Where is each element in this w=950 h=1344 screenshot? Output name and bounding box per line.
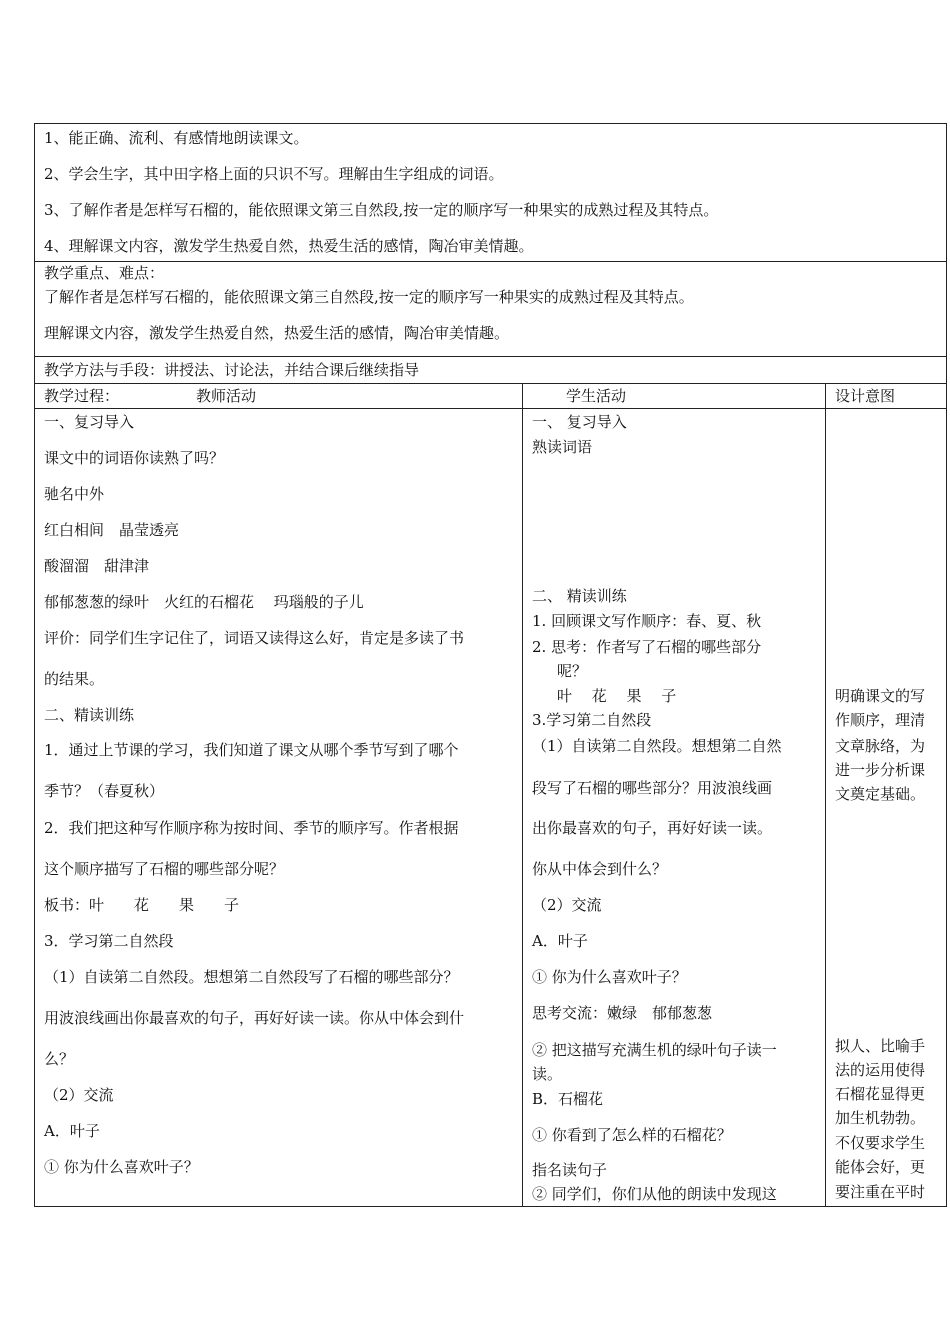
student-line: 3.学习第二自然段 <box>532 711 652 729</box>
student-line: 呢？ <box>557 662 588 680</box>
student-line: 出你最喜欢的句子，再好好读一读。 <box>532 819 773 837</box>
row-divider <box>34 356 947 357</box>
objective-2: 2、学会生字，其中田字格上面的只识不写。理解由生字组成的词语。 <box>44 165 504 183</box>
teacher-line: 红白相间 晶莹透亮 <box>44 521 180 539</box>
teacher-line: 驰名中外 <box>44 485 105 503</box>
teacher-line: （1）自读第二自然段。想想第二自然段写了石榴的哪些部分？ <box>44 968 459 986</box>
teacher-line: 酸溜溜 甜津津 <box>44 557 150 575</box>
objective-4: 4、理解课文内容，激发学生热爱自然，热爱生活的感情，陶冶审美情趣。 <box>44 237 534 255</box>
objective-1: 1、能正确、流利、有感情地朗读课文。 <box>44 129 309 147</box>
student-line: 2. 思考：作者写了石榴的哪些部分 <box>532 638 762 656</box>
design-line: 能体会好，更 <box>835 1158 926 1176</box>
lesson-table <box>34 123 947 1207</box>
teacher-line: 1．通过上节课的学习，我们知道了课文从哪个季节写到了哪个 <box>44 741 459 759</box>
student-line: ① 你看到了怎么样的石榴花？ <box>532 1126 732 1144</box>
keypoint-2: 理解课文内容，激发学生热爱自然，热爱生活的感情，陶冶审美情趣。 <box>44 324 510 342</box>
design-line: 法的运用使得 <box>835 1061 926 1079</box>
teacher-line: 板书：叶 花 果 子 <box>44 896 240 914</box>
student-line: 段写了石榴的哪些部分？用波浪线画 <box>532 779 773 797</box>
design-line: 进一步分析课 <box>835 761 926 779</box>
keypoint-1: 了解作者是怎样写石榴的，能依照课文第三自然段,按一定的顺序写一种果实的成熟过程及其特点。 <box>44 288 694 306</box>
student-line: （1）自读第二自然段。想想第二自然 <box>532 737 782 755</box>
design-intent-header: 设计意图 <box>835 387 896 405</box>
column-divider <box>522 383 523 1207</box>
teacher-line: 二、精读训练 <box>44 706 135 724</box>
design-line: 拟人、比喻手 <box>835 1037 926 1055</box>
student-line: （2）交流 <box>532 896 602 914</box>
design-line: 要注重在平时 <box>835 1183 926 1201</box>
teacher-activity-header: 教师活动 <box>196 387 257 405</box>
teacher-line: 一、复习导入 <box>44 413 135 431</box>
student-line: 读。 <box>532 1065 563 1083</box>
student-line: 二、 精读训练 <box>532 587 627 605</box>
design-line: 文章脉络，为 <box>835 737 926 755</box>
student-line: 叶 花 果 子 <box>557 687 677 705</box>
design-line: 加生机勃勃。 <box>835 1109 926 1127</box>
teacher-line: 郁郁葱葱的绿叶 火红的石榴花 玛瑙般的子儿 <box>44 593 364 611</box>
student-line: 1. 回顾课文写作顺序：春、夏、秋 <box>532 612 762 630</box>
design-line: 作顺序，理清 <box>835 711 926 729</box>
student-line: 熟读词语 <box>532 438 593 456</box>
student-activity-header: 学生活动 <box>566 387 627 405</box>
column-divider <box>825 383 826 1207</box>
design-line: 文奠定基础。 <box>835 785 926 803</box>
student-line: ② 把这描写充满生机的绿叶句子读一 <box>532 1041 777 1059</box>
teacher-line: 么？ <box>44 1050 75 1068</box>
keypoints-title: 教学重点、难点： <box>44 264 165 282</box>
process-header: 教学过程： <box>44 387 120 405</box>
teacher-line: 课文中的词语你读熟了吗？ <box>44 449 225 467</box>
methods-text: 教学方法与手段：讲授法、讨论法，并结合课后继续指导 <box>44 361 420 379</box>
student-line: ① 你为什么喜欢叶子？ <box>532 968 687 986</box>
teacher-line: 评价：同学们生字记住了，词语又读得这么好，肯定是多读了书 <box>44 629 465 647</box>
teacher-line: （2）交流 <box>44 1086 114 1104</box>
row-divider <box>34 261 947 262</box>
teacher-line: 2．我们把这种写作顺序称为按时间、季节的顺序写。作者根据 <box>44 819 459 837</box>
teacher-line: ① 你为什么喜欢叶子？ <box>44 1158 199 1176</box>
student-line: B．石榴花 <box>532 1090 604 1108</box>
student-line: 你从中体会到什么？ <box>532 860 668 878</box>
teacher-line: 这个顺序描写了石榴的哪些部分呢？ <box>44 860 285 878</box>
row-divider <box>34 408 947 409</box>
teacher-line: 季节？（春夏秋） <box>44 782 165 800</box>
row-divider <box>34 383 947 384</box>
student-line: ② 同学们，你们从他的朗读中发现这 <box>532 1185 777 1203</box>
student-line: 一、 复习导入 <box>532 413 627 431</box>
teacher-line: 3．学习第二自然段 <box>44 932 174 950</box>
design-line: 明确课文的写 <box>835 687 926 705</box>
design-line: 不仅要求学生 <box>835 1134 926 1152</box>
student-line: 指名读句子 <box>532 1161 608 1179</box>
teacher-line: 的结果。 <box>44 670 105 688</box>
student-line: 思考交流：嫩绿 郁郁葱葱 <box>532 1004 713 1022</box>
teacher-line: A．叶子 <box>44 1122 100 1140</box>
teacher-line: 用波浪线画出你最喜欢的句子，再好好读一读。你从中体会到什 <box>44 1009 465 1027</box>
objective-3: 3、了解作者是怎样写石榴的，能依照课文第三自然段,按一定的顺序写一种果实的成熟过程及其特点。 <box>44 201 719 219</box>
student-line: A．叶子 <box>532 932 588 950</box>
design-line: 石榴花显得更 <box>835 1085 926 1103</box>
